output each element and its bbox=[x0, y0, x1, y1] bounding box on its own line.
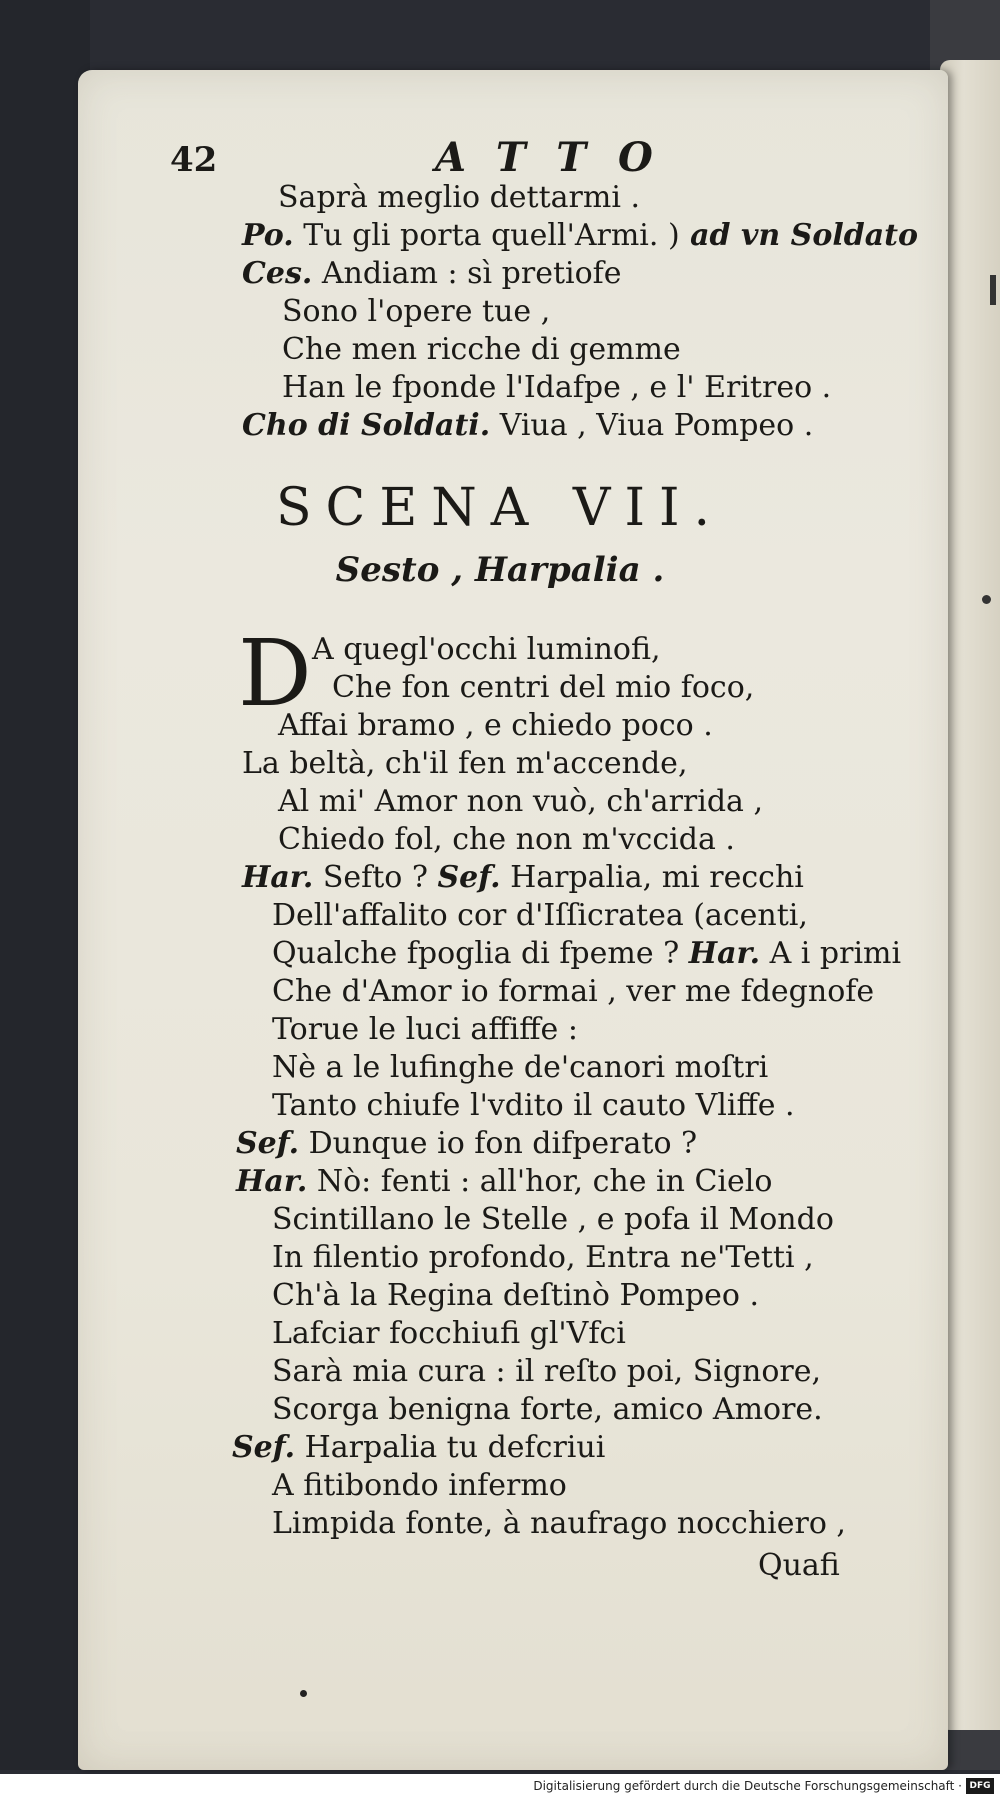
speaker-label: Po. bbox=[242, 218, 294, 253]
verse-line: Che men ricche di gemme bbox=[282, 332, 681, 367]
page-number: 42 bbox=[170, 140, 218, 180]
verse-line: Ch'à la Regina deſtinò Pompeo . bbox=[272, 1278, 760, 1313]
drop-cap: D bbox=[238, 620, 312, 727]
verse-line: Scorga benigna forte, amico Amore. bbox=[272, 1392, 823, 1427]
verse-line: Saprà meglio dettarmi . bbox=[278, 180, 641, 215]
dfg-logo: DFG bbox=[966, 1778, 994, 1794]
verse-line: Sef. Harpalia tu defcriui bbox=[232, 1430, 606, 1465]
speaker-label: Sef. bbox=[437, 860, 501, 895]
verse-line: Scintillano le Stelle , e pofa il Mondo bbox=[272, 1202, 834, 1237]
catchword: Quafi bbox=[758, 1548, 840, 1583]
verse-line: Po. Tu gli porta quell'Armi. ) ad vn Soldato bbox=[242, 218, 919, 253]
speaker-label: Har. bbox=[236, 1164, 308, 1199]
verse-line: Han le fponde l'Idafpe , e l' Eritreo . bbox=[282, 370, 832, 405]
speaker-label: Sef. bbox=[236, 1126, 300, 1161]
running-head bbox=[0, 134, 1000, 181]
scene-title: SCENA VII. bbox=[275, 478, 725, 538]
verse-line: A quegl'occhi luminofi, bbox=[312, 632, 661, 667]
verse-line: Limpida fonte, à naufrago nocchiero , bbox=[272, 1506, 846, 1541]
verse-line: Tanto chiufe l'vdito il cauto Vliffe . bbox=[272, 1088, 795, 1123]
speaker-label: Sef. bbox=[232, 1430, 296, 1465]
verse-line: Har. Sefto ? Sef. Harpalia, mi recchi bbox=[242, 860, 804, 895]
verse-line: Torue le luci affiffe : bbox=[272, 1012, 578, 1047]
verse-line: Har. Nò: fenti : all'hor, che in Cielo bbox=[236, 1164, 773, 1199]
scene-persons: Sesto , Harpalia . bbox=[335, 550, 665, 590]
verse-line: Chiedo fol, che non m'vccida . bbox=[278, 822, 735, 857]
verse-line: Sef. Dunque io fon difperato ? bbox=[236, 1126, 698, 1161]
speaker-label: Cho di Soldati. bbox=[242, 408, 491, 443]
verse-line: Sarà mia cura : il reſto poi, Signore, bbox=[272, 1354, 822, 1389]
verse-line: Nè a le lufinghe de'canori moſtri bbox=[272, 1050, 769, 1085]
verse-line: Cho di Soldati. Viua , Viua Pompeo . bbox=[242, 408, 814, 443]
verse-line: Lafciar focchiufi gl'Vfci bbox=[272, 1316, 626, 1351]
speaker-label: Ces. bbox=[242, 256, 313, 291]
verse-line: Dell'affalito cor d'Iſſicratea (acenti, bbox=[272, 898, 808, 933]
verse-line: In filentio profondo, Entra ne'Tetti , bbox=[272, 1240, 814, 1275]
verse-line: Affai bramo , e chiedo poco . bbox=[278, 708, 713, 743]
verse-line: Qualche fpoglia di fpeme ? Har. A i primi bbox=[272, 936, 902, 971]
credit-text: Digitalisierung gefördert durch die Deutsche Forschungsgemeinschaft · bbox=[533, 1779, 962, 1793]
verse-line: Al mi' Amor non vuò, ch'arrida , bbox=[278, 784, 764, 819]
verse-line: La beltà, ch'il fen m'accende, bbox=[242, 746, 688, 781]
page-speck bbox=[300, 1690, 307, 1697]
credit-bar bbox=[0, 1774, 1000, 1798]
verse-line: Che fon centri del mio foco, bbox=[332, 670, 755, 705]
speaker-label: Har. bbox=[688, 936, 761, 971]
verse-line: Sono l'opere tue , bbox=[282, 294, 551, 329]
stage-direction: ad vn Soldato bbox=[679, 218, 919, 253]
verse-line: Ces. Andiam : sì pretiofe bbox=[242, 256, 622, 291]
speaker-label: Har. bbox=[242, 860, 314, 895]
act-heading: ATTO bbox=[435, 134, 685, 181]
verse-line: Che d'Amor io formai , ver me fdegnofe bbox=[272, 974, 875, 1009]
verse-line: A fitibondo infermo bbox=[272, 1468, 567, 1503]
